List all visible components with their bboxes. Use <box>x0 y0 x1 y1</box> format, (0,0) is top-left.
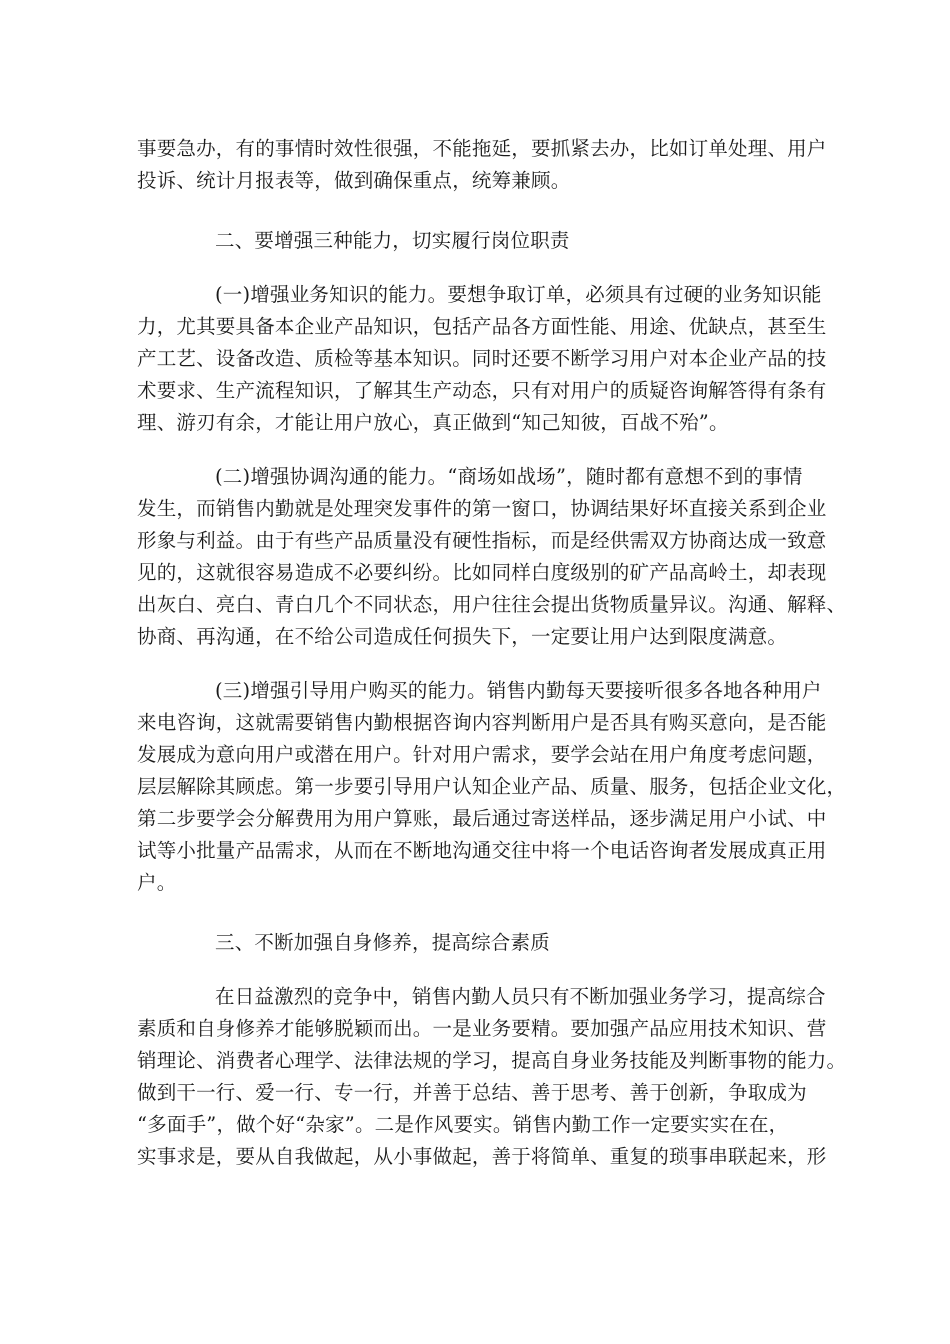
paragraph-line: (三)增强引导用户购买的能力。销售内勤每天要接听很多各地各种用户 <box>215 679 822 702</box>
paragraph-line: 发展成为意向用户或潜在用户。针对用户需求，要学会站在用户角度考虑问题， <box>137 743 827 766</box>
paragraph-line: 层层解除其顾虑。第一步要引导用户认知企业产品、质量、服务，包括企业文化， <box>137 775 847 798</box>
paragraph-line: 产工艺、设备改造、质检等基本知识。同时还要不断学习用户对本企业产品的技 <box>137 347 827 370</box>
section-heading: 三、不断加强自身修养，提高综合素质 <box>215 931 550 954</box>
paragraph-line: 事要急办，有的事情时效性很强，不能拖延，要抓紧去办，比如订单处理、用户 <box>137 137 827 160</box>
paragraph-line: 来电咨询，这就需要销售内勤根据咨询内容判断用户是否具有购买意向，是否能 <box>137 711 827 734</box>
paragraph-line: 在日益激烈的竞争中，销售内勤人员只有不断加强业务学习，提高综合 <box>215 985 826 1008</box>
section-heading: 二、要增强三种能力，切实履行岗位职责 <box>215 229 570 252</box>
paragraph-line: (二)增强协调沟通的能力。“商场如战场”，随时都有意想不到的事情 <box>215 465 803 488</box>
paragraph-line: 发生，而销售内勤就是处理突发事件的第一窗口，协调结果好坏直接关系到企业 <box>137 497 827 520</box>
paragraph-line: 投诉、统计月报表等，做到确保重点，统筹兼顾。 <box>137 169 571 192</box>
paragraph-line: (一)增强业务知识的能力。要想争取订单，必须具有过硬的业务知识能 <box>215 283 822 306</box>
paragraph-line: 术要求、生产流程知识，了解其生产动态，只有对用户的质疑咨询解答得有条有 <box>137 379 827 402</box>
paragraph-line: 素质和自身修养才能够脱颖而出。一是业务要精。要加强产品应用技术知识、营 <box>137 1017 827 1040</box>
paragraph-line: 力，尤其要具备本企业产品知识，包括产品各方面性能、用途、优缺点，甚至生 <box>137 315 827 338</box>
paragraph-line: 户。 <box>137 871 177 894</box>
paragraph-line: 出灰白、亮白、青白几个不同状态，用户往往会提出货物质量异议。沟通、解释、 <box>137 593 847 616</box>
paragraph-line: 销理论、消费者心理学、法律法规的学习，提高自身业务技能及判断事物的能力。 <box>137 1049 847 1072</box>
paragraph-line: 理、游刃有余，才能让用户放心，真正做到“知己知彼，百战不殆”。 <box>137 411 729 434</box>
paragraph-line: 协商、再沟通，在不给公司造成任何损失下，一定要让用户达到限度满意。 <box>137 625 788 648</box>
paragraph-line: 第二步要学会分解费用为用户算账，最后通过寄送样品，逐步满足用户小试、中 <box>137 807 827 830</box>
paragraph-line: 试等小批量产品需求，从而在不断地沟通交往中将一个电话咨询者发展成真正用 <box>137 839 827 862</box>
paragraph-line: “多面手”，做个好“杂家”。二是作风要实。销售内勤工作一定要实实在在， <box>137 1113 789 1136</box>
paragraph-line: 见的，这就很容易造成不必要纠纷。比如同样白度级别的矿产品高岭土，却表现 <box>137 561 827 584</box>
paragraph-line: 形象与利益。由于有些产品质量没有硬性指标，而是经供需双方协商达成一致意 <box>137 529 827 552</box>
paragraph-line: 实事求是，要从自我做起，从小事做起，善于将简单、重复的琐事串联起来，形 <box>137 1145 827 1168</box>
paragraph-line: 做到干一行、爱一行、专一行，并善于总结、善于思考、善于创新，争取成为 <box>137 1081 807 1104</box>
